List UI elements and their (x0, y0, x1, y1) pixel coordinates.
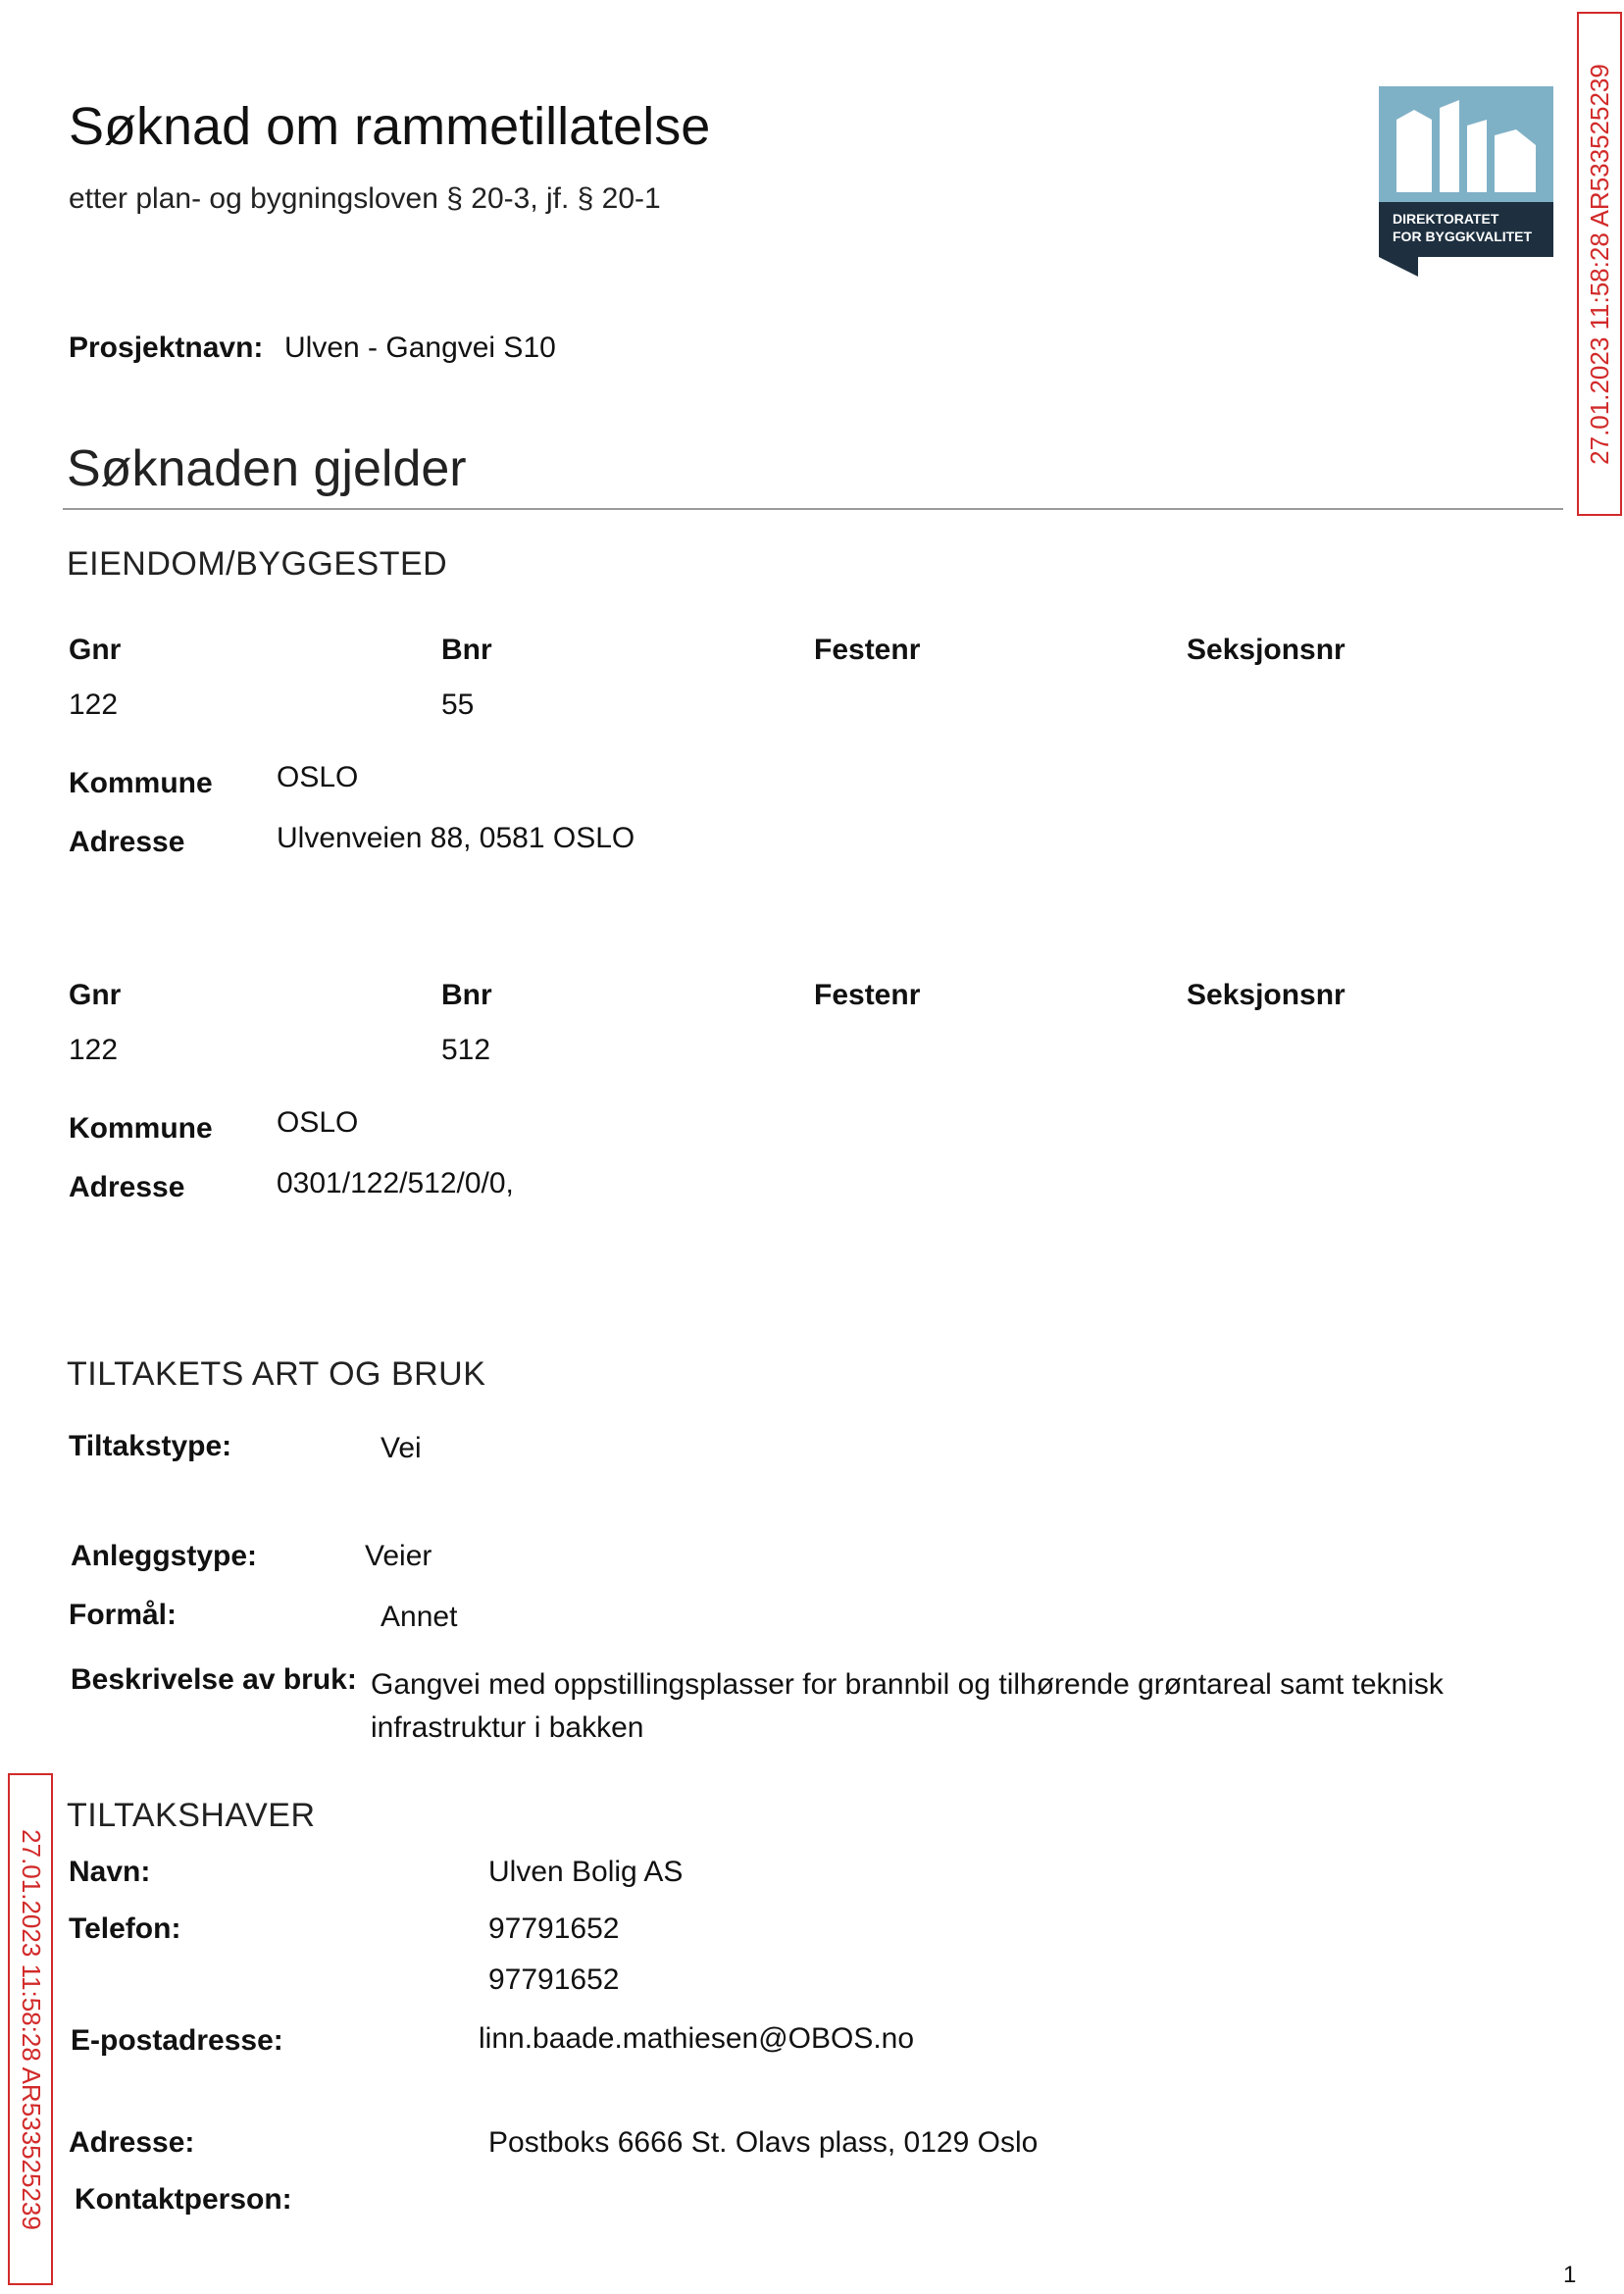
tiltakstype-label: Tiltakstype: (69, 1430, 232, 1462)
tiltak-heading: TILTAKETS ART OG BRUK (67, 1355, 486, 1393)
kommune-value-2: OSLO (277, 1106, 359, 1139)
adresse-label: Adresse: (69, 2126, 195, 2159)
adresse-value-2: 0301/122/512/0/0, (277, 1167, 514, 1199)
navn-value: Ulven Bolig AS (488, 1856, 684, 1888)
svg-text:DIREKTORATET: DIREKTORATET (1393, 211, 1499, 227)
kommune-label-1: Kommune (69, 767, 213, 799)
telefon-label: Telefon: (69, 1912, 181, 1945)
telefon-value-1: 97791652 (488, 1912, 620, 1945)
gnr-label-1: Gnr (69, 634, 122, 666)
telefon-value-2: 97791652 (488, 1963, 620, 1996)
property-heading: EIENDOM/BYGGESTED (67, 545, 448, 583)
kontaktperson-label: Kontaktperson: (75, 2183, 292, 2216)
page-number: 1 (1563, 2262, 1577, 2288)
section-divider (63, 508, 1563, 510)
navn-label: Navn: (69, 1856, 151, 1888)
project-name-label: Prosjektnavn: (69, 331, 264, 364)
tiltakshaver-heading: TILTAKSHAVER (67, 1797, 316, 1834)
seksjonsnr-label-1: Seksjonsnr (1187, 634, 1345, 666)
gnr-value-1: 122 (69, 688, 119, 721)
dibk-logo-icon (1379, 86, 1553, 277)
tiltakstype-value: Vei (381, 1432, 422, 1464)
adresse-value: Postboks 6666 St. Olavs plass, 0129 Oslo (488, 2126, 1039, 2159)
section-title: Søknaden gjelder (67, 440, 467, 497)
adresse-value-1: Ulvenveien 88, 0581 OSLO (277, 822, 635, 854)
formal-value: Annet (381, 1601, 458, 1633)
timestamp-stamp-right: 27.01.2023 11:58:28 AR533525239 (1577, 12, 1622, 516)
epost-value: linn.baade.mathiesen@OBOS.no (479, 2022, 915, 2055)
festenr-label-2: Festenr (814, 979, 921, 1011)
bnr-value-2: 512 (441, 1034, 491, 1066)
seksjonsnr-label-2: Seksjonsnr (1187, 979, 1345, 1011)
kommune-value-1: OSLO (277, 761, 359, 793)
anleggstype-value: Veier (365, 1540, 432, 1572)
document-title: Søknad om rammetillatelse (69, 97, 711, 156)
anleggstype-label: Anleggstype: (71, 1540, 258, 1572)
kommune-label-2: Kommune (69, 1112, 213, 1145)
document-subtitle: etter plan- og bygningsloven § 20-3, jf. § 20-1 (69, 182, 661, 215)
beskrivelse-label: Beskrivelse av bruk: (71, 1663, 357, 1696)
bnr-label-2: Bnr (441, 979, 492, 1011)
beskrivelse-value: Gangvei med oppstillingsplasser for brannbil og tilhørende grøntareal samt teknisk infrastruktur i bakken (371, 1668, 1444, 1744)
project-name-value: Ulven - Gangvei S10 (284, 331, 556, 364)
svg-text:FOR BYGGKVALITET: FOR BYGGKVALITET (1393, 229, 1533, 244)
bnr-value-1: 55 (441, 688, 475, 721)
bnr-label-1: Bnr (441, 634, 492, 666)
timestamp-stamp-left: 27.01.2023 11:58:28 AR533525239 (8, 1773, 53, 2285)
formal-label: Formål: (69, 1599, 178, 1631)
epost-label: E-postadresse: (71, 2024, 283, 2057)
adresse-label-2: Adresse (69, 1171, 185, 1203)
adresse-label-1: Adresse (69, 826, 185, 858)
gnr-value-2: 122 (69, 1034, 119, 1066)
dibk-logo (1379, 86, 1553, 277)
festenr-label-1: Festenr (814, 634, 921, 666)
gnr-label-2: Gnr (69, 979, 122, 1011)
